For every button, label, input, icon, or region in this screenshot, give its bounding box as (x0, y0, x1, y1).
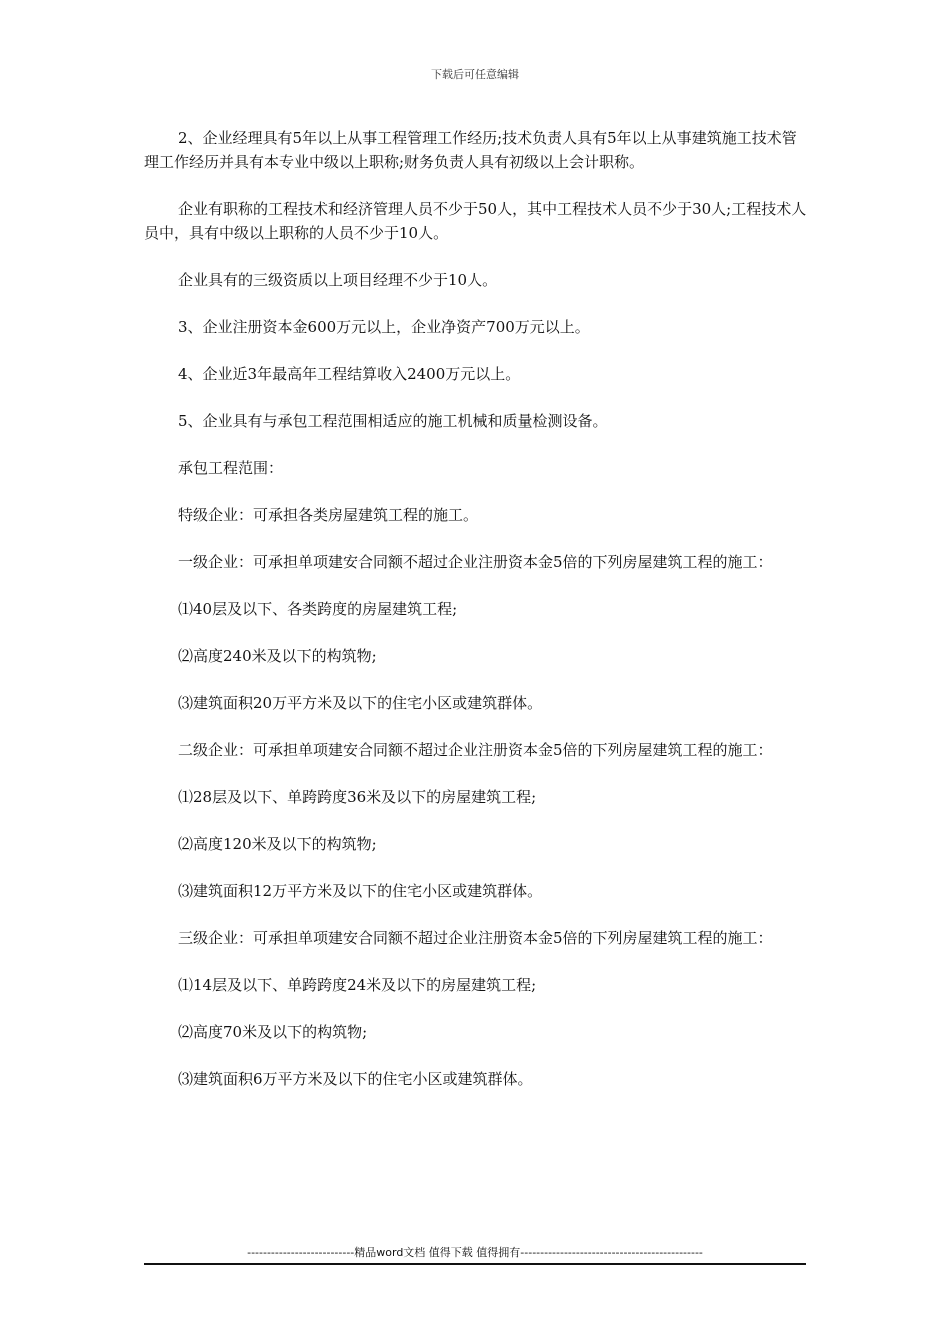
paragraph-technical-staff: 企业有职称的工程技术和经济管理人员不少于50人，其中工程技术人员不少于30人;工程技术人员中，具有中级以上职称的人员不少于10人。 (144, 200, 807, 242)
paragraph-scope-heading: 承包工程范围： (178, 459, 284, 477)
paragraph-grade-two: 二级企业：可承担单项建安合同额不超过企业注册资本金5倍的下列房屋建筑工程的施工： (178, 741, 773, 759)
list-item-grade-three-3: ⑶建筑面积6万平方米及以下的住宅小区或建筑群体。 (178, 1070, 533, 1088)
list-item-grade-two-1: ⑴28层及以下、单跨跨度36米及以下的房屋建筑工程; (178, 788, 537, 806)
paragraph-grade-one: 一级企业：可承担单项建安合同额不超过企业注册资本金5倍的下列房屋建筑工程的施工： (178, 553, 773, 571)
header-note: 下载后可任意编辑 (431, 68, 519, 81)
list-item-grade-three-2: ⑵高度70米及以下的构筑物; (178, 1023, 368, 1041)
list-item-grade-three-1: ⑴14层及以下、单跨跨度24米及以下的房屋建筑工程; (178, 976, 537, 994)
list-item-grade-two-2: ⑵高度120米及以下的构筑物; (178, 835, 377, 853)
list-item-grade-one-1: ⑴40层及以下、各类跨度的房屋建筑工程; (178, 600, 458, 618)
paragraph-settlement-income: 4、企业近3年最高年工程结算收入2400万元以上。 (178, 365, 521, 383)
paragraph-grade-three: 三级企业：可承担单项建安合同额不超过企业注册资本金5倍的下列房屋建筑工程的施工： (178, 929, 773, 947)
paragraph-project-managers: 企业具有的三级资质以上项目经理不少于10人。 (178, 271, 498, 289)
paragraph-special-grade: 特级企业：可承担各类房屋建筑工程的施工。 (178, 506, 479, 524)
paragraph-registered-capital: 3、企业注册资本金600万元以上，企业净资产700万元以上。 (178, 318, 590, 336)
list-item-grade-one-2: ⑵高度240米及以下的构筑物; (178, 647, 377, 665)
list-item-grade-one-3: ⑶建筑面积20万平方米及以下的住宅小区或建筑群体。 (178, 694, 543, 712)
document-body (144, 126, 808, 1091)
paragraph-equipment: 5、企业具有与承包工程范围相适应的施工机械和质量检测设备。 (178, 412, 608, 430)
paragraph-manager-qualification: 2、企业经理具有5年以上从事工程管理工作经历;技术负责人具有5年以上从事建筑施工技术管理工作经历并具有本专业中级以上职称;财务负责人具有初级以上会计职称。 (144, 129, 797, 171)
footer-text: ---------------------------精品word文档 值得下载 值得拥有---------------------------------------------- (247, 1246, 703, 1259)
footer-divider (144, 1263, 806, 1265)
list-item-grade-two-3: ⑶建筑面积12万平方米及以下的住宅小区或建筑群体。 (178, 882, 543, 900)
